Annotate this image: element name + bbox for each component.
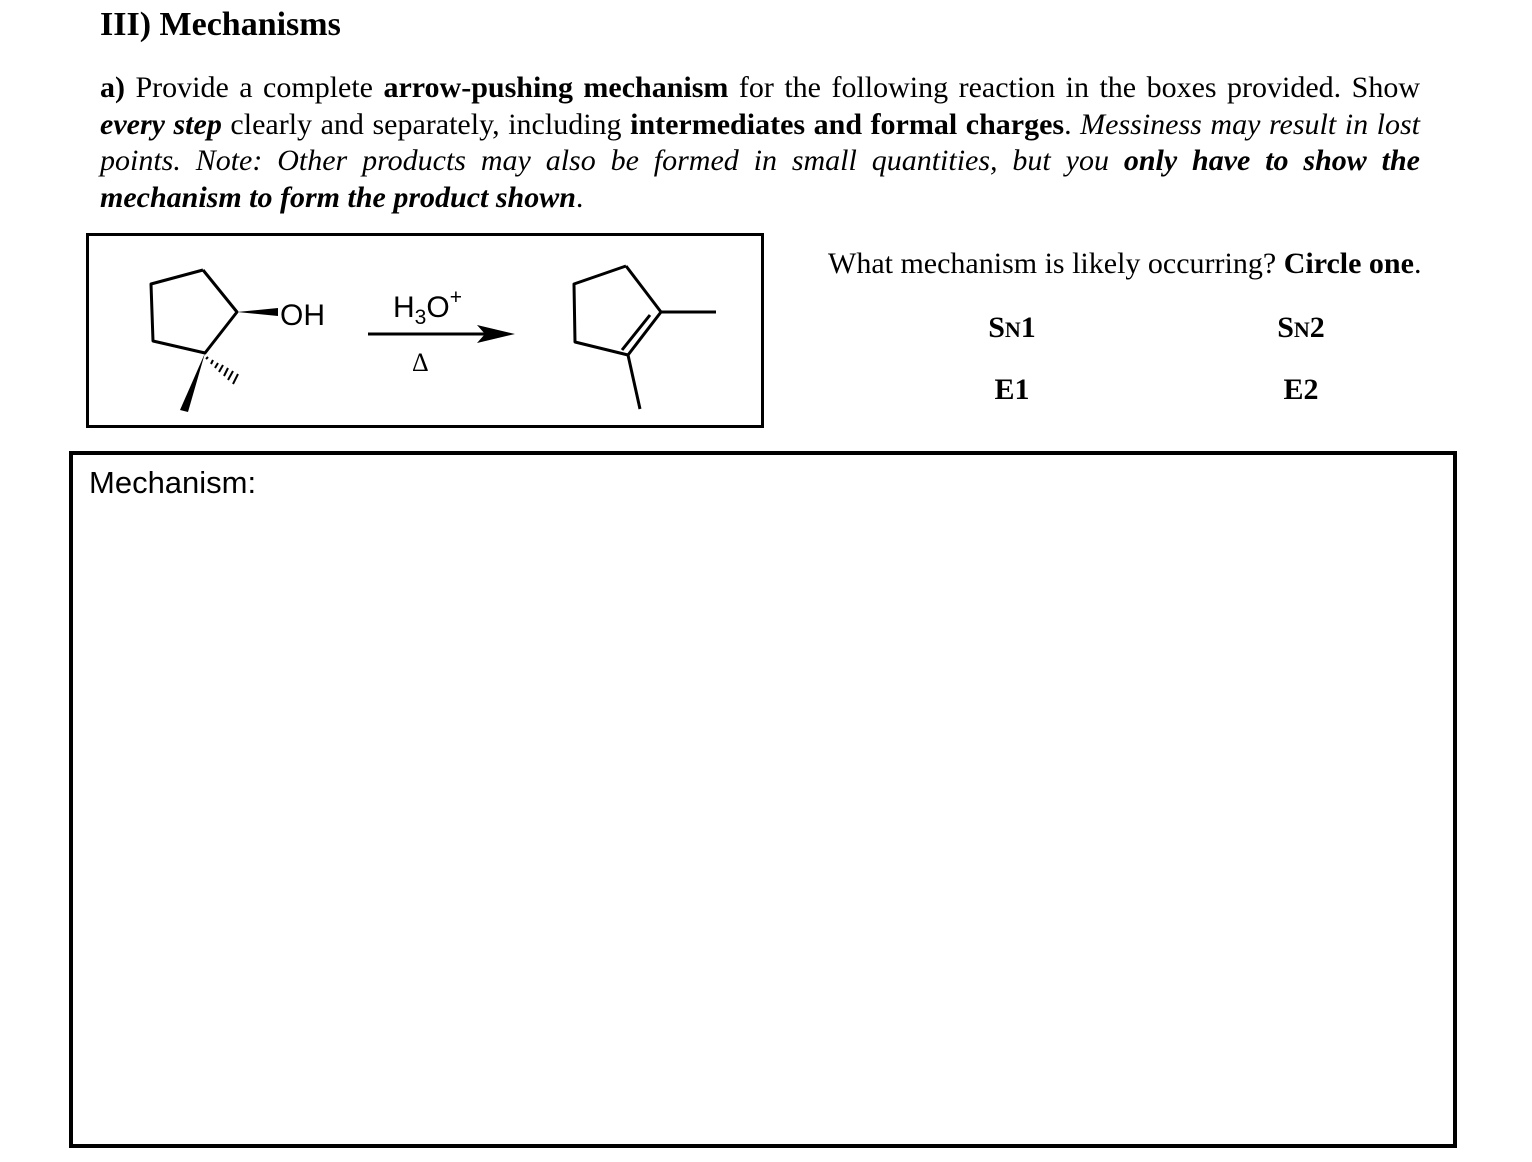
reagent-label [393, 286, 462, 329]
instr-text-3: clearly and separately, including [221, 107, 631, 141]
option-sn1[interactable]: SN1 [988, 311, 1036, 344]
instr-bold-italic-1: every step [100, 107, 222, 141]
product-methyl-2 [628, 355, 640, 409]
reactant-molecule [151, 270, 325, 412]
product-molecule [574, 266, 716, 409]
instr-text-5: . [575, 180, 584, 214]
instr-text-1: Provide a complete [125, 71, 384, 104]
methyl-wedge-bond [180, 353, 205, 412]
reaction-scheme [89, 236, 761, 425]
oh-wedge-bond [237, 308, 278, 316]
section-title: III) Mechanisms [100, 6, 341, 43]
part-label: a) [100, 71, 125, 104]
reactant-ring [151, 270, 237, 353]
oh-label: OH [280, 299, 325, 332]
heat-label: Δ [412, 348, 429, 377]
reaction-scheme-box [86, 233, 764, 428]
instr-bold-2: intermediates and formal charges [630, 107, 1065, 141]
mechanism-question: What mechanism is likely occurring? Circle one. [828, 247, 1422, 280]
option-e2[interactable]: E2 [1283, 373, 1319, 406]
methyl-hash-bond [206, 357, 238, 384]
instr-bold-1: arrow-pushing mechanism [383, 71, 729, 104]
product-ring [574, 266, 661, 355]
mechanism-answer-box[interactable] [69, 451, 1457, 1148]
instr-italic-1: Messiness may result in lost points. Note: Other products may also be formed in small quantities, but you [100, 107, 1421, 177]
instr-bold-italic-2: only have to show the mechanism to form the product shown [100, 144, 1420, 214]
option-e1[interactable]: E1 [994, 373, 1030, 406]
instr-text-2: for the following reaction in the boxes provided. Show [728, 71, 1420, 104]
instructions-paragraph [100, 70, 1420, 216]
instr-text-4: . [1064, 107, 1081, 141]
mechanism-label: Mechanism: [89, 465, 257, 500]
option-sn2[interactable]: SN2 [1277, 311, 1325, 344]
svg-text:H3O+: $H_3O^+$ [393, 286, 462, 329]
